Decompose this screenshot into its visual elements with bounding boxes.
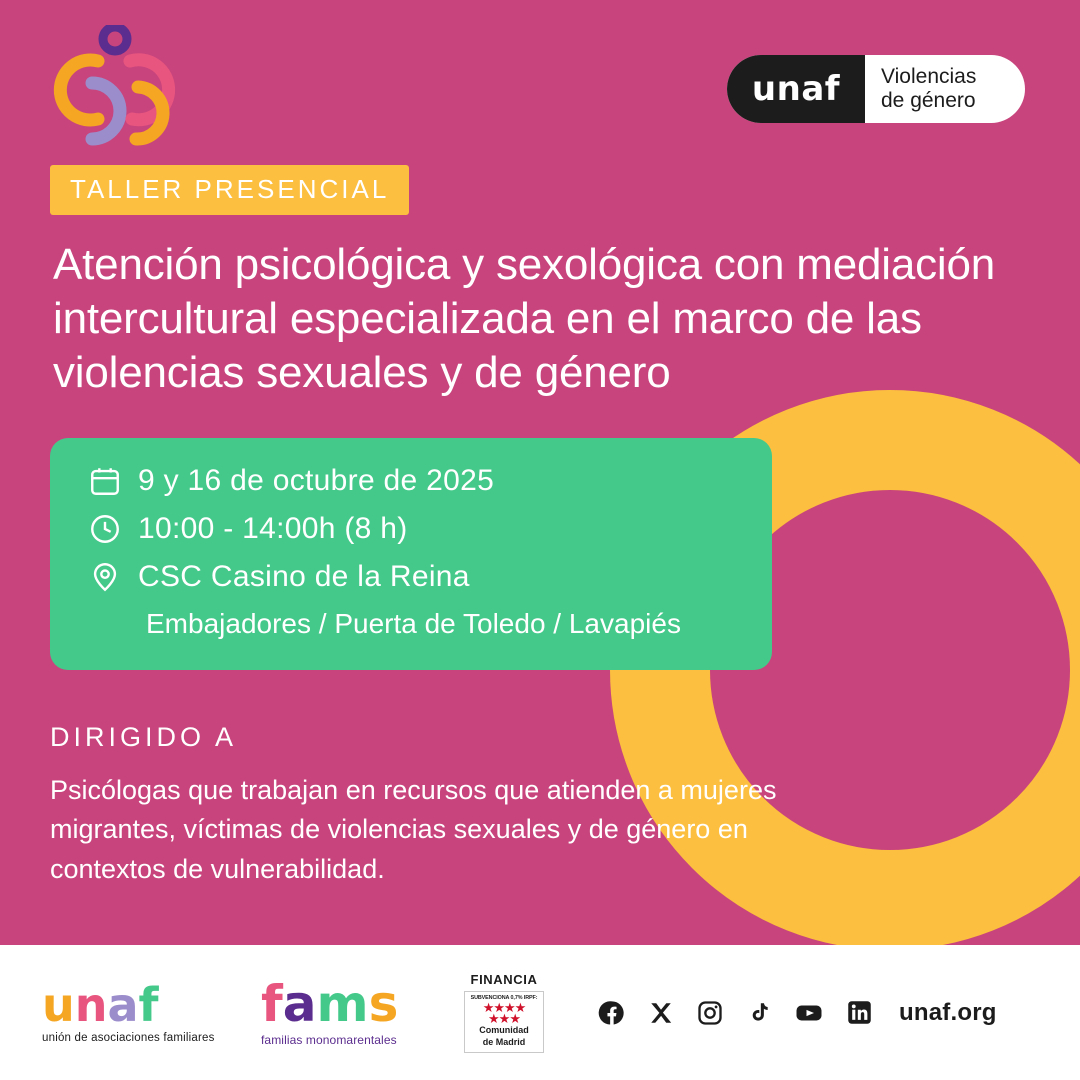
location-pin-icon <box>80 560 138 594</box>
financia-label: FINANCIA <box>470 971 538 987</box>
x-twitter-icon[interactable] <box>648 1000 674 1026</box>
madrid-stars-bottom: ★★★ <box>488 1010 520 1026</box>
footer-fams-logo <box>261 974 446 1047</box>
event-time: 10:00 - 14:00h (8 h) <box>138 512 408 546</box>
comunidad-name-2: de Madrid <box>482 1037 526 1048</box>
unaf-violencias-badge <box>727 55 1025 123</box>
tiktok-icon[interactable] <box>746 1000 772 1026</box>
poster-content <box>0 165 1080 889</box>
facebook-icon[interactable] <box>598 999 626 1027</box>
website-url[interactable]: unaf.org <box>899 998 997 1026</box>
event-details-card <box>50 438 772 670</box>
clock-icon <box>80 512 138 546</box>
footer-fams-tagline: familias monomarentales <box>261 1032 397 1047</box>
social-links <box>598 998 873 1028</box>
footer-unaf-tagline: unión de asociaciones familiares <box>42 1031 215 1044</box>
calendar-icon <box>80 464 138 498</box>
unaf-badge-left <box>727 55 865 123</box>
poster-footer <box>0 945 1080 1080</box>
subvenciona-label: SUBVENCIONA 0,7% IRPF: <box>470 994 538 1001</box>
footer-unaf-wordmark: unaf <box>42 977 159 1032</box>
event-place-row <box>80 560 742 594</box>
comunidad-de-madrid-logo <box>464 991 544 1053</box>
instagram-icon[interactable] <box>696 999 724 1027</box>
badge-line-2: de género <box>881 89 976 112</box>
youtube-icon[interactable] <box>794 998 824 1028</box>
event-place-detail: Embajadores / Puerta de Toledo / Lavapiés <box>146 608 681 640</box>
badge-line-1: Violencias <box>881 65 977 89</box>
event-time-row <box>80 512 742 546</box>
footer-fams-wordmark: fams <box>261 974 399 1033</box>
page-title: Atención psicológica y sexológica con mediación intercultural especializada en el marco de las violencias sexuales y de género <box>53 240 996 398</box>
linkedin-icon[interactable] <box>846 999 873 1026</box>
audience-label: DIRIGIDO A <box>50 722 238 753</box>
unaf-badge-right <box>865 55 1025 123</box>
poster-header <box>0 0 1080 165</box>
madrid-stars-top: ★★★★ <box>482 999 526 1015</box>
workshop-type-badge: TALLER PRESENCIAL <box>50 165 409 215</box>
event-place: CSC Casino de la Reina <box>138 560 470 594</box>
financia-block <box>464 972 544 1053</box>
audience-text: Psicólogas que trabajan en recursos que atienden a mujeres migrantes, víctimas de violencias sexuales y de género en contextos de vulnerabilidad. <box>50 775 777 884</box>
csc-logo <box>52 25 182 150</box>
event-date-row <box>80 464 742 498</box>
unaf-wordmark: unaf <box>751 69 841 109</box>
comunidad-name-1: Comunidad <box>479 1025 529 1036</box>
event-date: 9 y 16 de octubre de 2025 <box>138 464 495 498</box>
footer-unaf-logo <box>42 977 227 1044</box>
